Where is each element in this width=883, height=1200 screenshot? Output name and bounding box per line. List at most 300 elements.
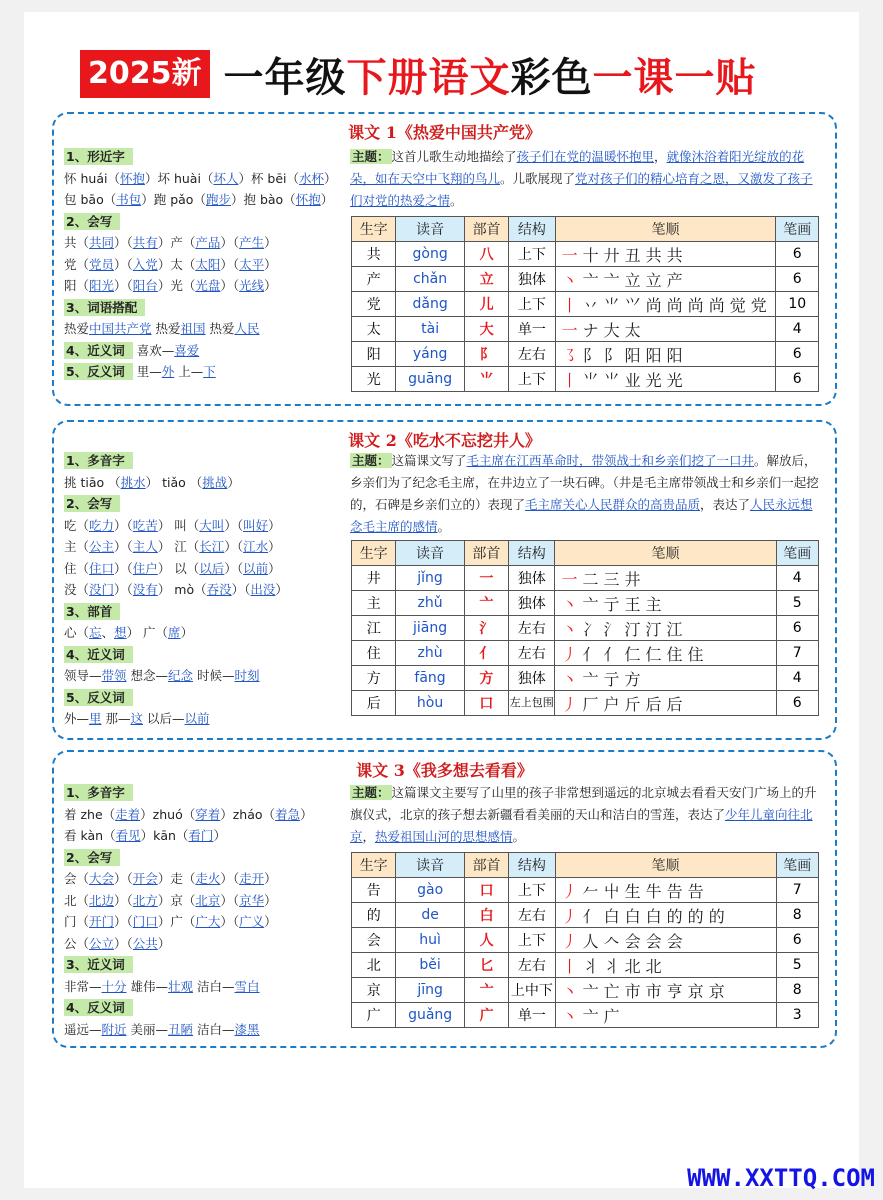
notes-line	[64, 493, 344, 515]
vocab-text: 美丽—	[126, 1021, 169, 1037]
vocab-answer: 看门	[188, 828, 214, 843]
cell-character: 主	[352, 591, 396, 616]
stroke-step: 北	[645, 956, 667, 976]
cell-stroke-count: 4	[776, 566, 818, 591]
vocab-text: 洁白—	[193, 1021, 235, 1037]
cell-structure: 左上包围	[509, 691, 555, 716]
lesson-card-2	[52, 420, 837, 740]
vocab-answer: 忘	[89, 625, 102, 640]
character-table	[351, 540, 819, 716]
cell-radical: 亠	[464, 591, 508, 616]
cell-stroke-order	[555, 878, 776, 903]
vocab-text: 共（	[64, 235, 90, 250]
vocab-text: ）zhuó（	[140, 806, 196, 822]
cell-character: 北	[352, 953, 396, 978]
cell-structure: 左右	[509, 641, 555, 666]
vocab-text: ）广（	[157, 914, 196, 929]
vocab-answer: 京华	[239, 892, 265, 908]
cell-pinyin: guǎng	[396, 1003, 465, 1028]
cell-pinyin: jīng	[396, 978, 465, 1003]
section-label: 4、反义词	[64, 999, 133, 1016]
theme-text: 这篇课文主要写了山里的孩子非常想到遥远的北京城去看看天安门广场上的升旗仪式，北京的孩子想去新疆看看美丽的天山和洁白的雪莲，表达了	[350, 785, 817, 822]
vocab-text: ）	[268, 517, 281, 533]
vocab-text: ）	[264, 892, 277, 908]
notes-line	[64, 340, 344, 362]
vocab-answer: 住口	[89, 560, 115, 576]
stroke-step: 北	[624, 956, 646, 976]
section-label: 2、会写	[64, 849, 120, 866]
vocab-text: ）（	[114, 256, 133, 272]
theme-highlight: 就像沐浴着阳光绽放的花朵，如在天空中飞翔的鸟儿	[350, 149, 805, 186]
vocab-text: 心（	[64, 625, 90, 640]
vocab-answer: 丑陋	[168, 1021, 194, 1037]
vocab-text: ）抱 bào（	[230, 192, 296, 207]
cell-radical: 阝	[464, 342, 508, 367]
vocab-answer: 想	[114, 625, 127, 640]
stroke-step: 十	[582, 245, 604, 265]
theme-label: 主题：	[352, 149, 390, 164]
vocab-text: ）（	[224, 560, 244, 576]
stroke-step: 丶	[561, 981, 583, 1001]
vocab-answer: 大叫	[199, 517, 225, 533]
stroke-step: 丷	[582, 295, 604, 315]
section-label: 1、多音字	[64, 452, 133, 469]
stroke-step: 丬	[603, 956, 625, 976]
column-header: 读音	[396, 217, 465, 242]
stroke-step: 白	[603, 906, 625, 926]
theme-text: ，表达了	[700, 497, 751, 512]
cell-character: 的	[352, 903, 396, 928]
vocab-text: 怀 huái（	[64, 170, 120, 186]
cell-structure: 左右	[509, 953, 555, 978]
cell-stroke-count: 7	[776, 641, 818, 666]
character-table	[351, 216, 819, 392]
vocab-text: 以后—	[143, 711, 185, 726]
cell-pinyin: zhǔ	[396, 591, 464, 616]
vocab-answer: 走开	[239, 871, 265, 886]
title-part-4: 一课一贴	[592, 53, 757, 101]
column-header: 生字	[352, 541, 396, 566]
stroke-step: 一	[561, 569, 583, 589]
theme-text: ，	[654, 149, 667, 164]
vocab-answer: 江水	[243, 539, 269, 554]
lesson-theme	[350, 450, 822, 538]
cell-stroke-count: 5	[776, 953, 818, 978]
cell-radical: 白	[464, 903, 508, 928]
cell-character: 光	[352, 367, 396, 392]
cell-structure: 单一	[509, 317, 555, 342]
notes-line	[64, 361, 344, 383]
character-table	[351, 852, 819, 1028]
vocab-text: 时候—	[193, 668, 235, 683]
lesson-notes	[64, 782, 344, 1040]
stroke-step: 京	[687, 981, 709, 1001]
cell-radical: 人	[464, 928, 508, 953]
vocab-text: ）zháo（	[220, 806, 276, 822]
cell-stroke-order	[555, 591, 776, 616]
stroke-step: 尚	[687, 295, 709, 315]
stroke-step: 生	[624, 881, 646, 901]
notes-line	[64, 472, 344, 494]
vocab-text: ）（	[220, 892, 240, 908]
vocab-text: ）坏 huài（	[144, 170, 214, 186]
column-header: 部首	[464, 853, 508, 878]
cell-radical: 口	[464, 878, 508, 903]
vocab-text: ） 江（	[157, 539, 200, 554]
page-title	[80, 44, 757, 104]
cell-pinyin: tài	[396, 317, 465, 342]
stroke-step: 阳	[666, 345, 688, 365]
stroke-step: 丿	[561, 881, 583, 901]
vocab-answer: 公立	[89, 935, 115, 951]
vocab-answer: 共同	[89, 235, 115, 250]
vocab-text: 党（	[64, 256, 90, 272]
theme-text: 。儿歌展现了	[500, 171, 576, 186]
vocab-answer: 挑战	[202, 474, 228, 490]
cell-stroke-order	[555, 978, 776, 1003]
section-label: 1、形近字	[64, 148, 133, 165]
cell-structure: 上下	[509, 292, 555, 317]
stroke-step: 的	[687, 906, 709, 926]
cell-radical: 匕	[464, 953, 508, 978]
vocab-text: 主（	[64, 539, 90, 554]
stroke-step: 会	[624, 931, 646, 951]
notes-line	[64, 976, 344, 998]
cell-structure: 独体	[509, 267, 555, 292]
table-header-row	[352, 217, 819, 242]
vocab-text: ）（	[224, 517, 244, 533]
stroke-step: 丿	[561, 694, 583, 714]
stroke-step: 二	[582, 569, 604, 589]
stroke-step: 亻	[582, 906, 604, 926]
stroke-step: 的	[708, 906, 730, 926]
stroke-step: 牛	[645, 881, 667, 901]
cell-character: 住	[352, 641, 396, 666]
vocab-answer: 人民	[234, 321, 260, 336]
theme-highlight: 党对孩子们的精心培育之恩，又激发了孩子们对党的热爱之情	[350, 171, 813, 208]
stroke-step: 江	[666, 619, 688, 639]
vocab-text: 包 bāo（	[64, 192, 117, 207]
cell-pinyin: de	[396, 903, 465, 928]
cell-structure: 左右	[509, 616, 555, 641]
vocab-text: 吃（	[64, 517, 90, 533]
stroke-step: 产	[666, 270, 688, 290]
stroke-step: 后	[666, 694, 688, 714]
stroke-step: 人	[582, 931, 604, 951]
column-header: 笔顺	[555, 853, 776, 878]
vocab-answer: 这	[130, 711, 144, 726]
vocab-text: 喜欢—	[136, 342, 175, 358]
cell-stroke-count: 7	[776, 878, 818, 903]
cell-structure: 上中下	[509, 978, 555, 1003]
section-label: 1、多音字	[64, 784, 133, 801]
cell-stroke-count: 6	[776, 691, 818, 716]
cell-radical: 口	[464, 691, 508, 716]
vocab-text: ）（	[114, 871, 133, 886]
stroke-step: 廾	[603, 245, 625, 265]
cell-stroke-order	[555, 928, 776, 953]
vocab-text: ）	[264, 256, 277, 272]
theme-text: 。解放后，乡亲们为了纪念毛主席，在井边立了一块石碑。（井是毛主席带领战士和乡亲们一起挖的，石碑是乡亲们立的）表现了	[350, 453, 819, 512]
stroke-step: 光	[645, 370, 667, 390]
vocab-text: 遥远—	[64, 1021, 102, 1037]
vocab-answer: 公共	[132, 935, 158, 951]
vocab-answer: 广义	[239, 914, 265, 929]
stroke-step: 斤	[624, 694, 646, 714]
vocab-text: ）（	[114, 560, 133, 576]
vocab-text: ）（	[114, 914, 133, 929]
table-row	[352, 342, 819, 367]
stroke-step: 丨	[561, 370, 583, 390]
section-label: 4、近义词	[64, 646, 133, 663]
vocab-answer: 中国共产党	[89, 321, 152, 336]
stroke-step: 立	[624, 270, 646, 290]
cell-pinyin: běi	[396, 953, 465, 978]
vocab-answer: 怀抱	[119, 170, 145, 186]
column-header: 部首	[464, 541, 508, 566]
theme-highlight: 热爱祖国山河的思想感情	[375, 829, 513, 844]
cell-character: 阳	[352, 342, 396, 367]
vocab-text: ）杯 bēi（	[238, 170, 300, 186]
cell-stroke-count: 10	[776, 292, 819, 317]
stroke-step: 后	[645, 694, 667, 714]
table-row	[352, 292, 819, 317]
theme-label: 主题：	[352, 785, 390, 800]
vocab-text: 挑 tiāo （	[64, 474, 121, 490]
cell-radical: 儿	[464, 292, 508, 317]
cell-stroke-count: 6	[776, 928, 818, 953]
stroke-step: 屮	[603, 881, 625, 901]
stroke-step: 告	[666, 881, 688, 901]
cell-stroke-count: 6	[776, 616, 818, 641]
notes-line	[64, 687, 344, 709]
stroke-step: 丿	[561, 906, 583, 926]
column-header: 结构	[509, 217, 555, 242]
title-part-2: 下册语文	[346, 53, 511, 101]
cell-character: 太	[352, 317, 396, 342]
stroke-step: ⺍	[624, 295, 646, 315]
vocab-text: ）（	[114, 582, 133, 597]
notes-line	[64, 665, 344, 687]
column-header: 笔顺	[555, 217, 776, 242]
stroke-step: 𠂉	[582, 881, 604, 901]
stroke-step: 太	[624, 320, 646, 340]
cell-character: 产	[352, 267, 396, 292]
theme-text: ，	[362, 829, 376, 844]
vocab-text: 热爱	[64, 321, 90, 336]
vocab-answer: 带领	[101, 668, 127, 683]
cell-stroke-order	[555, 1003, 776, 1028]
stroke-step: 亡	[603, 981, 625, 1001]
vocab-answer: 吃苦	[132, 517, 158, 533]
vocab-answer: 看见	[115, 828, 141, 843]
cell-stroke-count: 5	[776, 591, 818, 616]
vocab-answer: 以前	[243, 560, 269, 576]
vocab-text: ）	[320, 192, 334, 207]
vocab-answer: 没门	[89, 582, 115, 597]
vocab-answer: 壮观	[168, 978, 194, 994]
cell-pinyin: hòu	[396, 691, 464, 716]
table-row	[352, 1003, 819, 1028]
section-label: 4、近义词	[64, 342, 133, 359]
vocab-answer: 太平	[239, 256, 265, 272]
vocab-text: 阳（	[64, 278, 90, 293]
notes-line	[64, 275, 344, 297]
stroke-step: 主	[645, 594, 667, 614]
notes-line	[64, 297, 344, 319]
cell-radical: 立	[464, 267, 508, 292]
vocab-answer: 以前	[184, 711, 210, 726]
vocab-text: 没（	[64, 582, 90, 597]
cell-character: 共	[352, 242, 396, 267]
vocab-answer: 没有	[132, 582, 158, 597]
theme-highlight: 毛主席在江西革命时，带领战士和乡亲们挖了一口井	[466, 453, 755, 468]
lesson-title: 课文 3《我多想去看看》	[356, 761, 533, 780]
column-header: 笔画	[776, 853, 818, 878]
title-part-1: 一年级	[223, 53, 347, 101]
stroke-step: 亠	[582, 594, 604, 614]
lesson-card-3	[52, 750, 837, 1048]
section-label: 3、部首	[64, 603, 120, 620]
stroke-step: 亍	[603, 594, 625, 614]
vocab-text: ）（	[220, 871, 240, 886]
stroke-step: 丿	[561, 931, 583, 951]
notes-line	[64, 804, 344, 826]
cell-stroke-count: 4	[776, 666, 818, 691]
vocab-text: ）	[268, 539, 281, 554]
stroke-step: 丶	[561, 1006, 583, 1026]
cell-stroke-order	[555, 641, 776, 666]
vocab-text: ）	[264, 278, 277, 293]
column-header: 生字	[352, 217, 396, 242]
vocab-answer: 北京	[195, 892, 221, 908]
column-header: 读音	[396, 853, 465, 878]
stroke-step: 方	[624, 669, 646, 689]
table-row	[352, 591, 819, 616]
theme-text: 。	[437, 519, 451, 534]
cell-character: 后	[352, 691, 396, 716]
vocab-text: 公（	[64, 935, 90, 951]
vocab-answer: 大会	[89, 871, 115, 886]
stroke-step: 阝	[582, 345, 604, 365]
vocab-text: 门（	[64, 914, 90, 929]
notes-line	[64, 168, 344, 190]
cell-stroke-order	[555, 342, 776, 367]
stroke-step: 业	[624, 370, 646, 390]
cell-pinyin: jǐng	[396, 566, 464, 591]
theme-text: 。	[450, 193, 463, 208]
vocab-text: ）	[275, 582, 288, 597]
column-header: 结构	[509, 853, 555, 878]
column-header: 笔画	[776, 217, 819, 242]
vocab-text: ）（	[114, 517, 133, 533]
vocab-answer: 长江	[199, 539, 225, 554]
stroke-step: 厂	[582, 694, 604, 714]
vocab-answer: 出没	[250, 582, 276, 597]
notes-line	[64, 911, 344, 933]
vocab-text: ）	[264, 914, 277, 929]
vocab-text: ）	[264, 235, 277, 250]
stroke-step: 丑	[624, 245, 646, 265]
cell-structure: 单一	[509, 1003, 555, 1028]
stroke-step: 亠	[603, 270, 625, 290]
vocab-answer: 下	[203, 364, 216, 379]
cell-structure: 独体	[509, 666, 555, 691]
vocab-answer: 开门	[89, 914, 115, 929]
stroke-step: 白	[645, 906, 667, 926]
cell-character: 江	[352, 616, 396, 641]
vocab-text: ）（	[114, 935, 133, 951]
stroke-step: 氵	[603, 619, 625, 639]
vocab-text: ）光（	[157, 278, 196, 293]
cell-pinyin: gòng	[396, 242, 465, 267]
cell-character: 京	[352, 978, 396, 1003]
vocab-answer: 广大	[195, 914, 221, 929]
stroke-step: 丶	[561, 594, 583, 614]
vocab-text: ）（	[114, 278, 133, 293]
cell-structure: 上下	[509, 242, 555, 267]
cell-character: 会	[352, 928, 396, 953]
cell-radical: 广	[464, 1003, 508, 1028]
vocab-text: 着 zhe（	[64, 806, 116, 822]
notes-line	[64, 211, 344, 233]
stroke-step: 丶	[561, 270, 583, 290]
notes-line	[64, 318, 344, 340]
vocab-answer: 外	[161, 364, 175, 379]
vocab-text: ）太（	[157, 256, 196, 272]
stroke-step: 亠	[582, 669, 604, 689]
cell-stroke-count: 6	[776, 367, 819, 392]
vocab-answer: 北边	[89, 892, 115, 908]
theme-text: 这篇课文写了	[391, 453, 467, 468]
vocab-answer: 光盘	[195, 278, 221, 293]
stroke-step: 𠆢	[603, 931, 625, 951]
stroke-step: 丨	[561, 295, 583, 315]
notes-line	[64, 189, 344, 211]
vocab-text: ）（	[114, 892, 133, 908]
cell-radical: 八	[464, 242, 508, 267]
stroke-step: 光	[666, 370, 688, 390]
stroke-step: 会	[666, 931, 688, 951]
table-row	[352, 367, 819, 392]
cell-structure: 上下	[509, 928, 555, 953]
cell-pinyin: gào	[396, 878, 465, 903]
section-label: 5、反义词	[64, 363, 133, 380]
stroke-step: 汀	[645, 619, 667, 639]
notes-line	[64, 622, 344, 644]
cell-structure: 左右	[509, 342, 555, 367]
cell-stroke-count: 8	[776, 903, 818, 928]
stroke-step: 告	[687, 881, 709, 901]
vocab-answer: 叫好	[243, 517, 269, 533]
cell-stroke-order	[555, 691, 776, 716]
vocab-answer: 纪念	[168, 668, 194, 683]
vocab-text: ）（	[220, 256, 240, 272]
vocab-answer: 阳台	[132, 278, 158, 293]
vocab-text: ）跑 pǎo（	[141, 192, 206, 207]
cell-pinyin: guāng	[396, 367, 465, 392]
theme-highlight: 孩子们在党的温暖怀抱里	[516, 149, 655, 164]
vocab-text: ）（	[114, 235, 133, 250]
cell-stroke-count: 4	[776, 317, 819, 342]
section-label: 3、词语搭配	[64, 299, 145, 316]
notes-line	[64, 579, 344, 601]
vocab-text: 想念—	[126, 668, 169, 683]
vocab-answer: 水杯	[299, 170, 325, 186]
year-badge: 2025新	[80, 50, 210, 98]
stroke-step: 觉	[729, 295, 751, 315]
stroke-step: 仁	[624, 644, 646, 664]
